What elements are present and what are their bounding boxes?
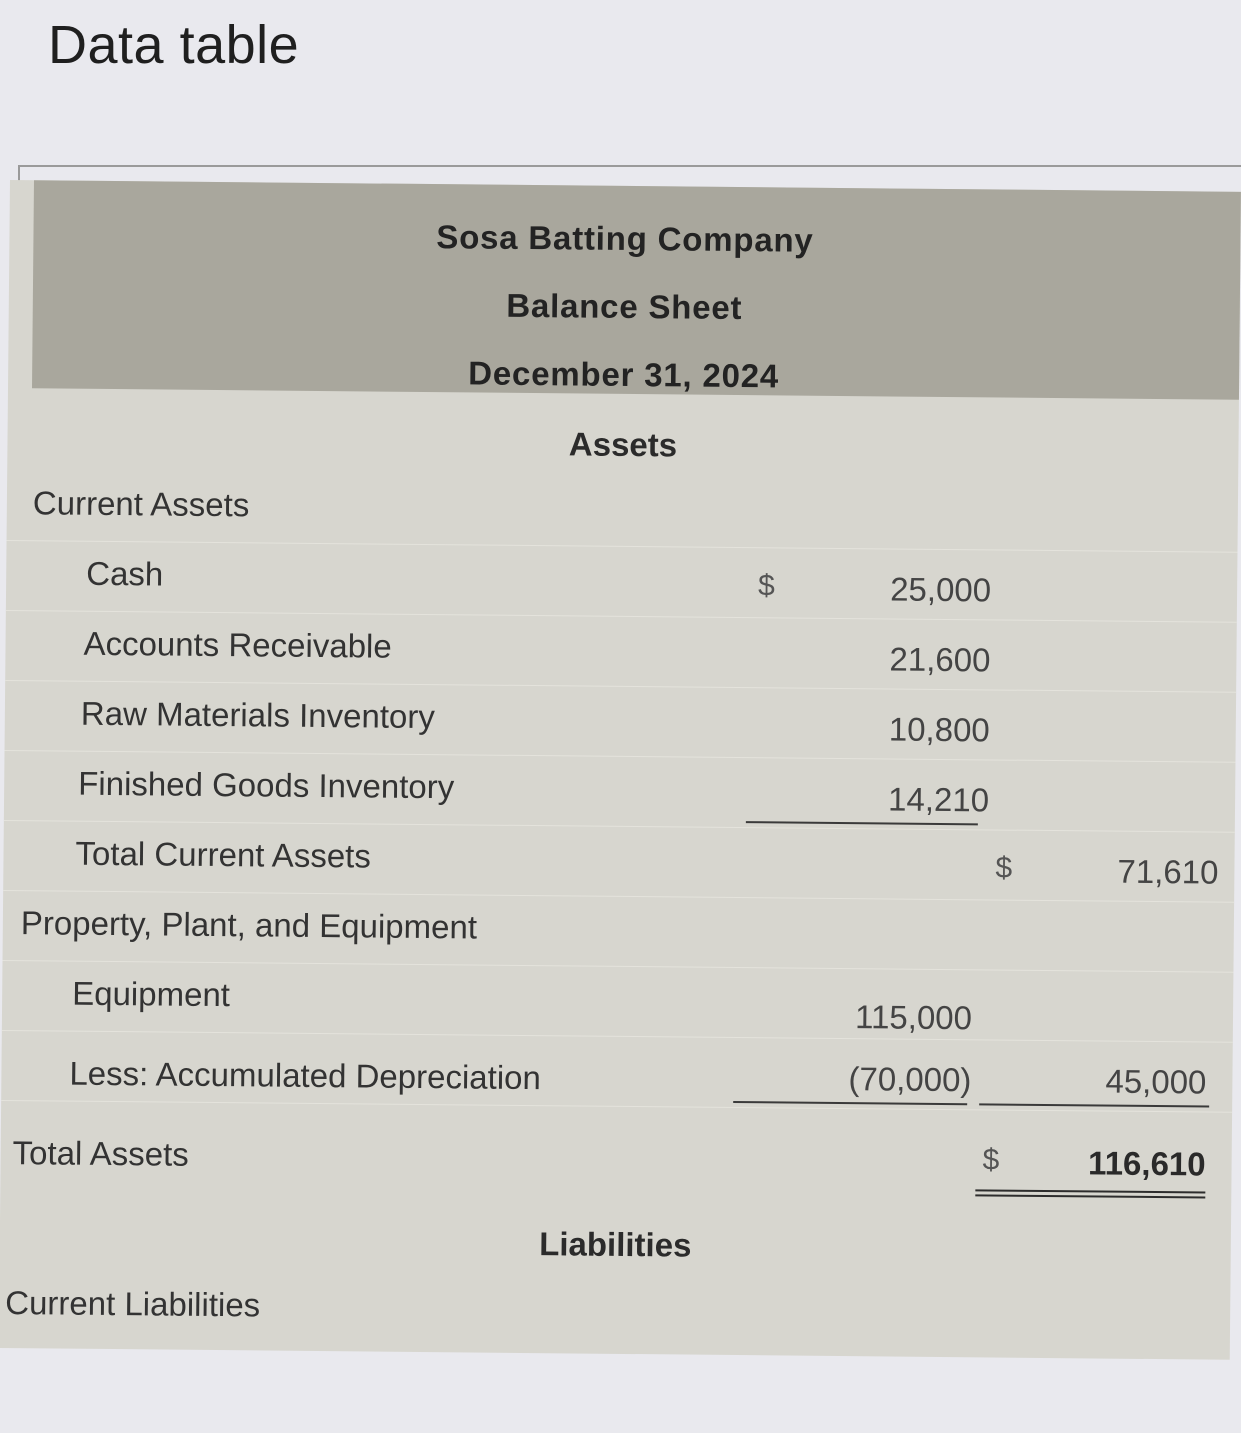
- table-row: [5, 610, 1237, 693]
- table-row: [6, 540, 1238, 623]
- subtotal-underline: [733, 1101, 967, 1105]
- page-title: Data table: [48, 15, 300, 75]
- table-row: [1, 1030, 1233, 1113]
- current-assets-label: Current Assets: [32, 484, 250, 524]
- amount-value: 71,610: [1117, 852, 1219, 891]
- row-label: Equipment: [72, 974, 231, 1014]
- row-label: Less: Accumulated Depreciation: [69, 1054, 542, 1097]
- row-label: Finished Goods Inventory: [78, 764, 455, 806]
- total-assets-value: 116,610: [1087, 1144, 1206, 1183]
- row-label: Cash: [86, 554, 164, 593]
- amount-value: (70,000): [848, 1060, 972, 1099]
- table-row: [0, 1270, 1230, 1352]
- amount-value: 21,600: [889, 640, 991, 679]
- amount-value: 10,800: [888, 710, 990, 749]
- balance-sheet-table: [0, 180, 1241, 1360]
- assets-heading: Assets: [568, 425, 678, 464]
- currency-symbol: $: [995, 851, 1013, 885]
- total-double-underline: [975, 1189, 1205, 1198]
- statement-name: Balance Sheet: [506, 286, 743, 327]
- statement-date: December 31, 2024: [468, 354, 780, 395]
- amount-value: 25,000: [889, 570, 992, 609]
- table-row: [4, 750, 1236, 833]
- net-amount-value: 45,000: [1105, 1062, 1207, 1101]
- table-row: [3, 890, 1235, 973]
- liabilities-heading: Liabilities: [539, 1225, 692, 1264]
- amount-value: 115,000: [854, 998, 973, 1037]
- company-name: Sosa Batting Company: [436, 218, 814, 259]
- currency-symbol: $: [982, 1143, 1000, 1177]
- table-row: [5, 680, 1237, 763]
- table-row: [7, 470, 1239, 553]
- subtotal-underline: [746, 821, 978, 825]
- current-liabilities-label: Current Liabilities: [5, 1284, 261, 1324]
- subtotal-underline: [979, 1103, 1209, 1107]
- row-label: Total Assets: [12, 1134, 189, 1173]
- table-row: [2, 960, 1234, 1043]
- amount-value: 14,210: [887, 780, 990, 819]
- currency-symbol: $: [757, 569, 775, 603]
- row-label: Total Current Assets: [75, 834, 372, 875]
- table-row: [3, 820, 1235, 903]
- ppe-label: Property, Plant, and Equipment: [20, 904, 478, 946]
- row-label: Accounts Receivable: [83, 624, 392, 665]
- row-label: Raw Materials Inventory: [80, 694, 436, 736]
- table-row: [0, 1110, 1232, 1192]
